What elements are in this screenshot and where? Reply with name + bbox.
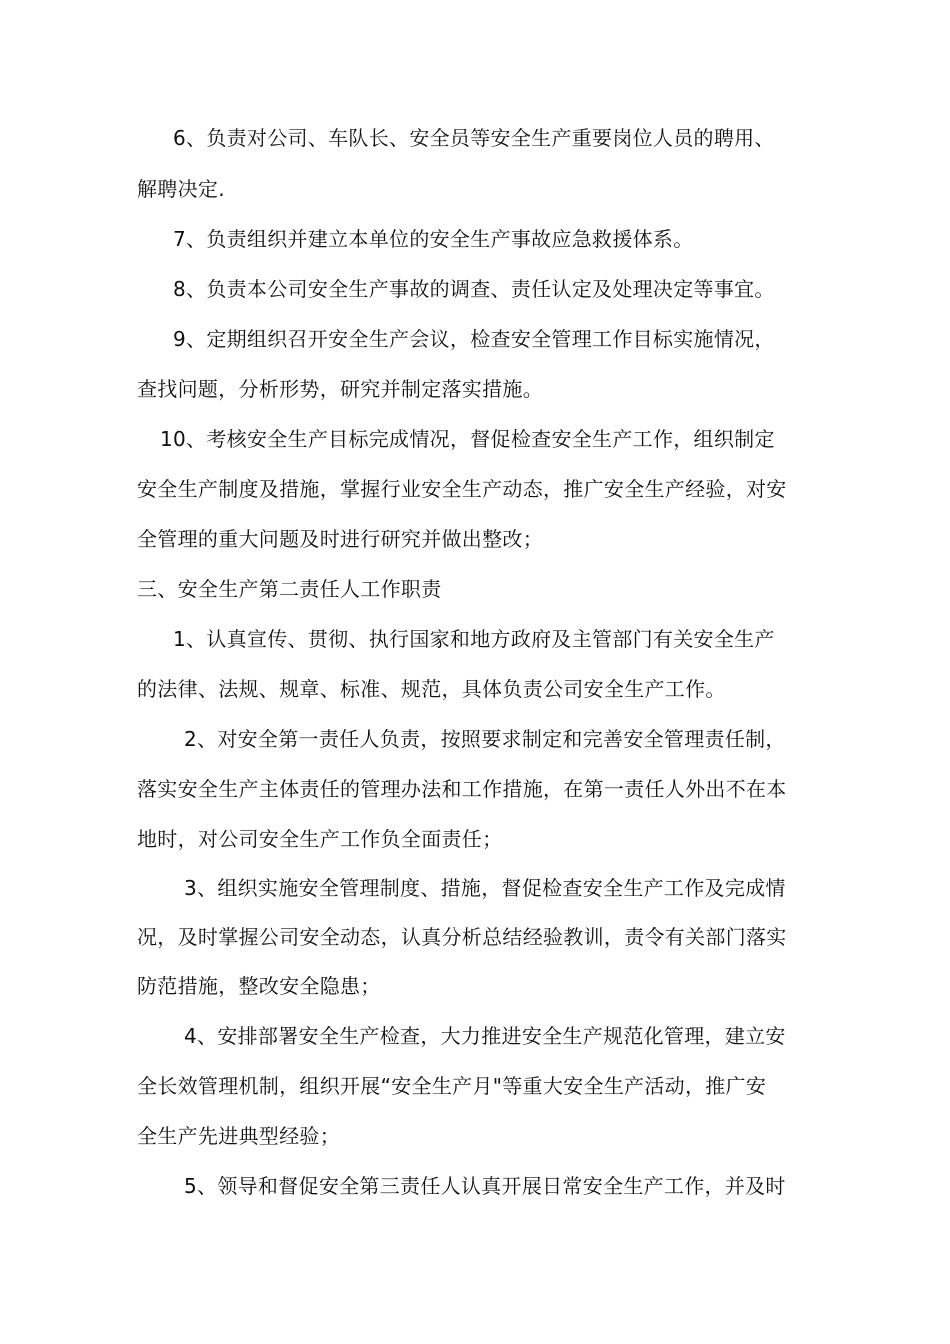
item-9-line-2: 查找问题，分析形势，研究并制定落实措施。	[137, 377, 543, 401]
duty-4-line-3: 全生产先进典型经验；	[137, 1124, 340, 1148]
duty-4-line-1: 4、安排部署安全生产检查，大力推进安全生产规范化管理，建立安	[184, 1024, 786, 1048]
duty-3-line-3: 防范措施，整改安全隐患；	[137, 974, 381, 998]
item-10-line-2: 安全生产制度及措施，掌握行业安全生产动态，推广安全生产经验，对安	[137, 477, 787, 501]
duty-1-line-2: 的法律、法规、规章、标准、规范，具体负责公司安全生产工作。	[137, 677, 726, 701]
duty-2-line-3: 地时，对公司安全生产工作负全面责任；	[137, 827, 503, 851]
item-8-line-1: 8、负责本公司安全生产事故的调查、责任认定及处理决定等事宜。	[173, 277, 775, 301]
duty-4-line-2: 全长效管理机制，组织开展“安全生产月"等重大安全生产活动，推广安	[137, 1074, 767, 1098]
item-10-line-1: 10、考核安全生产目标完成情况，督促检查安全生产工作，组织制定	[160, 427, 775, 451]
duty-3-line-1: 3、组织实施安全管理制度、措施，督促检查安全生产工作及完成情	[184, 876, 786, 900]
duty-1-line-1: 1、认真宣传、贯彻、执行国家和地方政府及主管部门有关安全生产	[173, 627, 775, 651]
duty-2-line-1: 2、对安全第一责任人负责，按照要求制定和完善安全管理责任制，	[184, 727, 786, 751]
item-6-line-2: 解聘决定.	[137, 177, 225, 201]
duty-3-line-2: 况，及时掌握公司安全动态，认真分析总结经验教训，责令有关部门落实	[137, 925, 787, 949]
item-6-line-1: 6、负责对公司、车队长、安全员等安全生产重要岗位人员的聘用、	[173, 126, 775, 150]
duty-5-line-1: 5、领导和督促安全第三责任人认真开展日常安全生产工作，并及时	[184, 1174, 786, 1198]
item-9-line-1: 9、定期组织召开安全生产会议，检查安全管理工作目标实施情况，	[173, 327, 775, 351]
duty-2-line-2: 落实安全生产主体责任的管理办法和工作措施，在第一责任人外出不在本	[137, 777, 787, 801]
section-heading: 三、安全生产第二责任人工作职责	[137, 577, 442, 601]
item-7-line-1: 7、负责组织并建立本单位的安全生产事故应急救援体系。	[173, 227, 694, 251]
item-10-line-3: 全管理的重大问题及时进行研究并做出整改；	[137, 527, 543, 551]
